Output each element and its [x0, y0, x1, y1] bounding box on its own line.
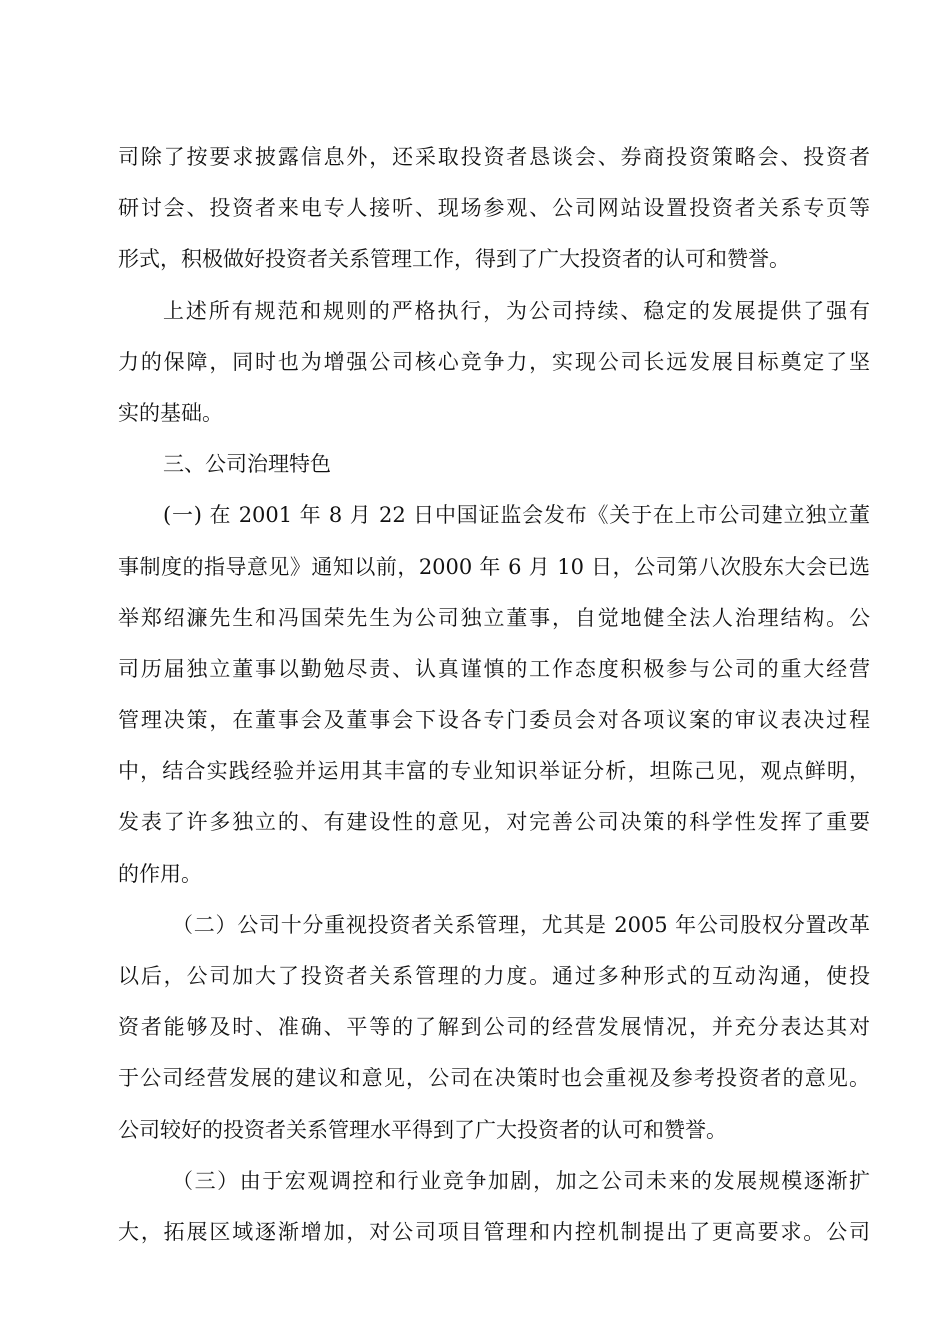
- text-line: 举郑绍濂先生和冯国荣先生为公司独立董事，自觉地健全法人治理结构。公: [118, 605, 870, 630]
- text-line: 管理决策，在董事会及董事会下设各专门委员会对各项议案的审议表决过程: [118, 708, 870, 733]
- text-line: 公司较好的投资者关系管理水平得到了广大投资者的认可和赞誉。: [118, 1117, 727, 1142]
- text-line: 的作用。: [118, 861, 202, 886]
- text-line: 中，结合实践经验并运用其丰富的专业知识举证分析，坦陈己见，观点鲜明，: [118, 759, 870, 784]
- document-body: [118, 134, 870, 1260]
- text-line: (一) 在 2001 年 8 月 22 日中国证监会发布《关于在上市公司建立独立董: [163, 503, 870, 528]
- text-line: 上述所有规范和规则的严格执行，为公司持续、稳定的发展提供了强有: [163, 298, 870, 323]
- text-line: 大，拓展区域逐渐增加，对公司项目管理和内控机制提出了更高要求。公司: [118, 1219, 870, 1244]
- text-line: 于公司经营发展的建议和意见，公司在决策时也会重视及参考投资者的意见。: [118, 1066, 870, 1091]
- text-line: 事制度的指导意见》通知以前，2000 年 6 月 10 日，公司第八次股东大会已选: [118, 554, 870, 579]
- text-line: 资者能够及时、准确、平等的了解到公司的经营发展情况，并充分表达其对: [118, 1015, 870, 1040]
- text-line: 力的保障，同时也为增强公司核心竞争力，实现公司长远发展目标奠定了坚: [118, 349, 870, 374]
- text-line: 司历届独立董事以勤勉尽责、认真谨慎的工作态度积极参与公司的重大经营: [118, 656, 870, 681]
- text-line: 发表了许多独立的、有建设性的意见，对完善公司决策的科学性发挥了重要: [118, 810, 870, 835]
- text-line: 实的基础。: [118, 400, 223, 425]
- text-line: 研讨会、投资者来电专人接听、现场参观、公司网站设置投资者关系专页等: [118, 196, 870, 221]
- text-line: （三）由于宏观调控和行业竞争加剧，加之公司未来的发展规模逐渐扩: [172, 1168, 870, 1193]
- text-line: 司除了按要求披露信息外，还采取投资者恳谈会、券商投资策略会、投资者: [118, 145, 870, 169]
- section-heading: 三、公司治理特色: [163, 452, 331, 477]
- text-line: 形式，积极做好投资者关系管理工作，得到了广大投资者的认可和赞誉。: [118, 247, 790, 272]
- text-line: 以后，公司加大了投资者关系管理的力度。通过多种形式的互动沟通，使投: [118, 964, 870, 988]
- text-line: （二）公司十分重视投资者关系管理，尤其是 2005 年公司股权分置改革: [172, 912, 870, 937]
